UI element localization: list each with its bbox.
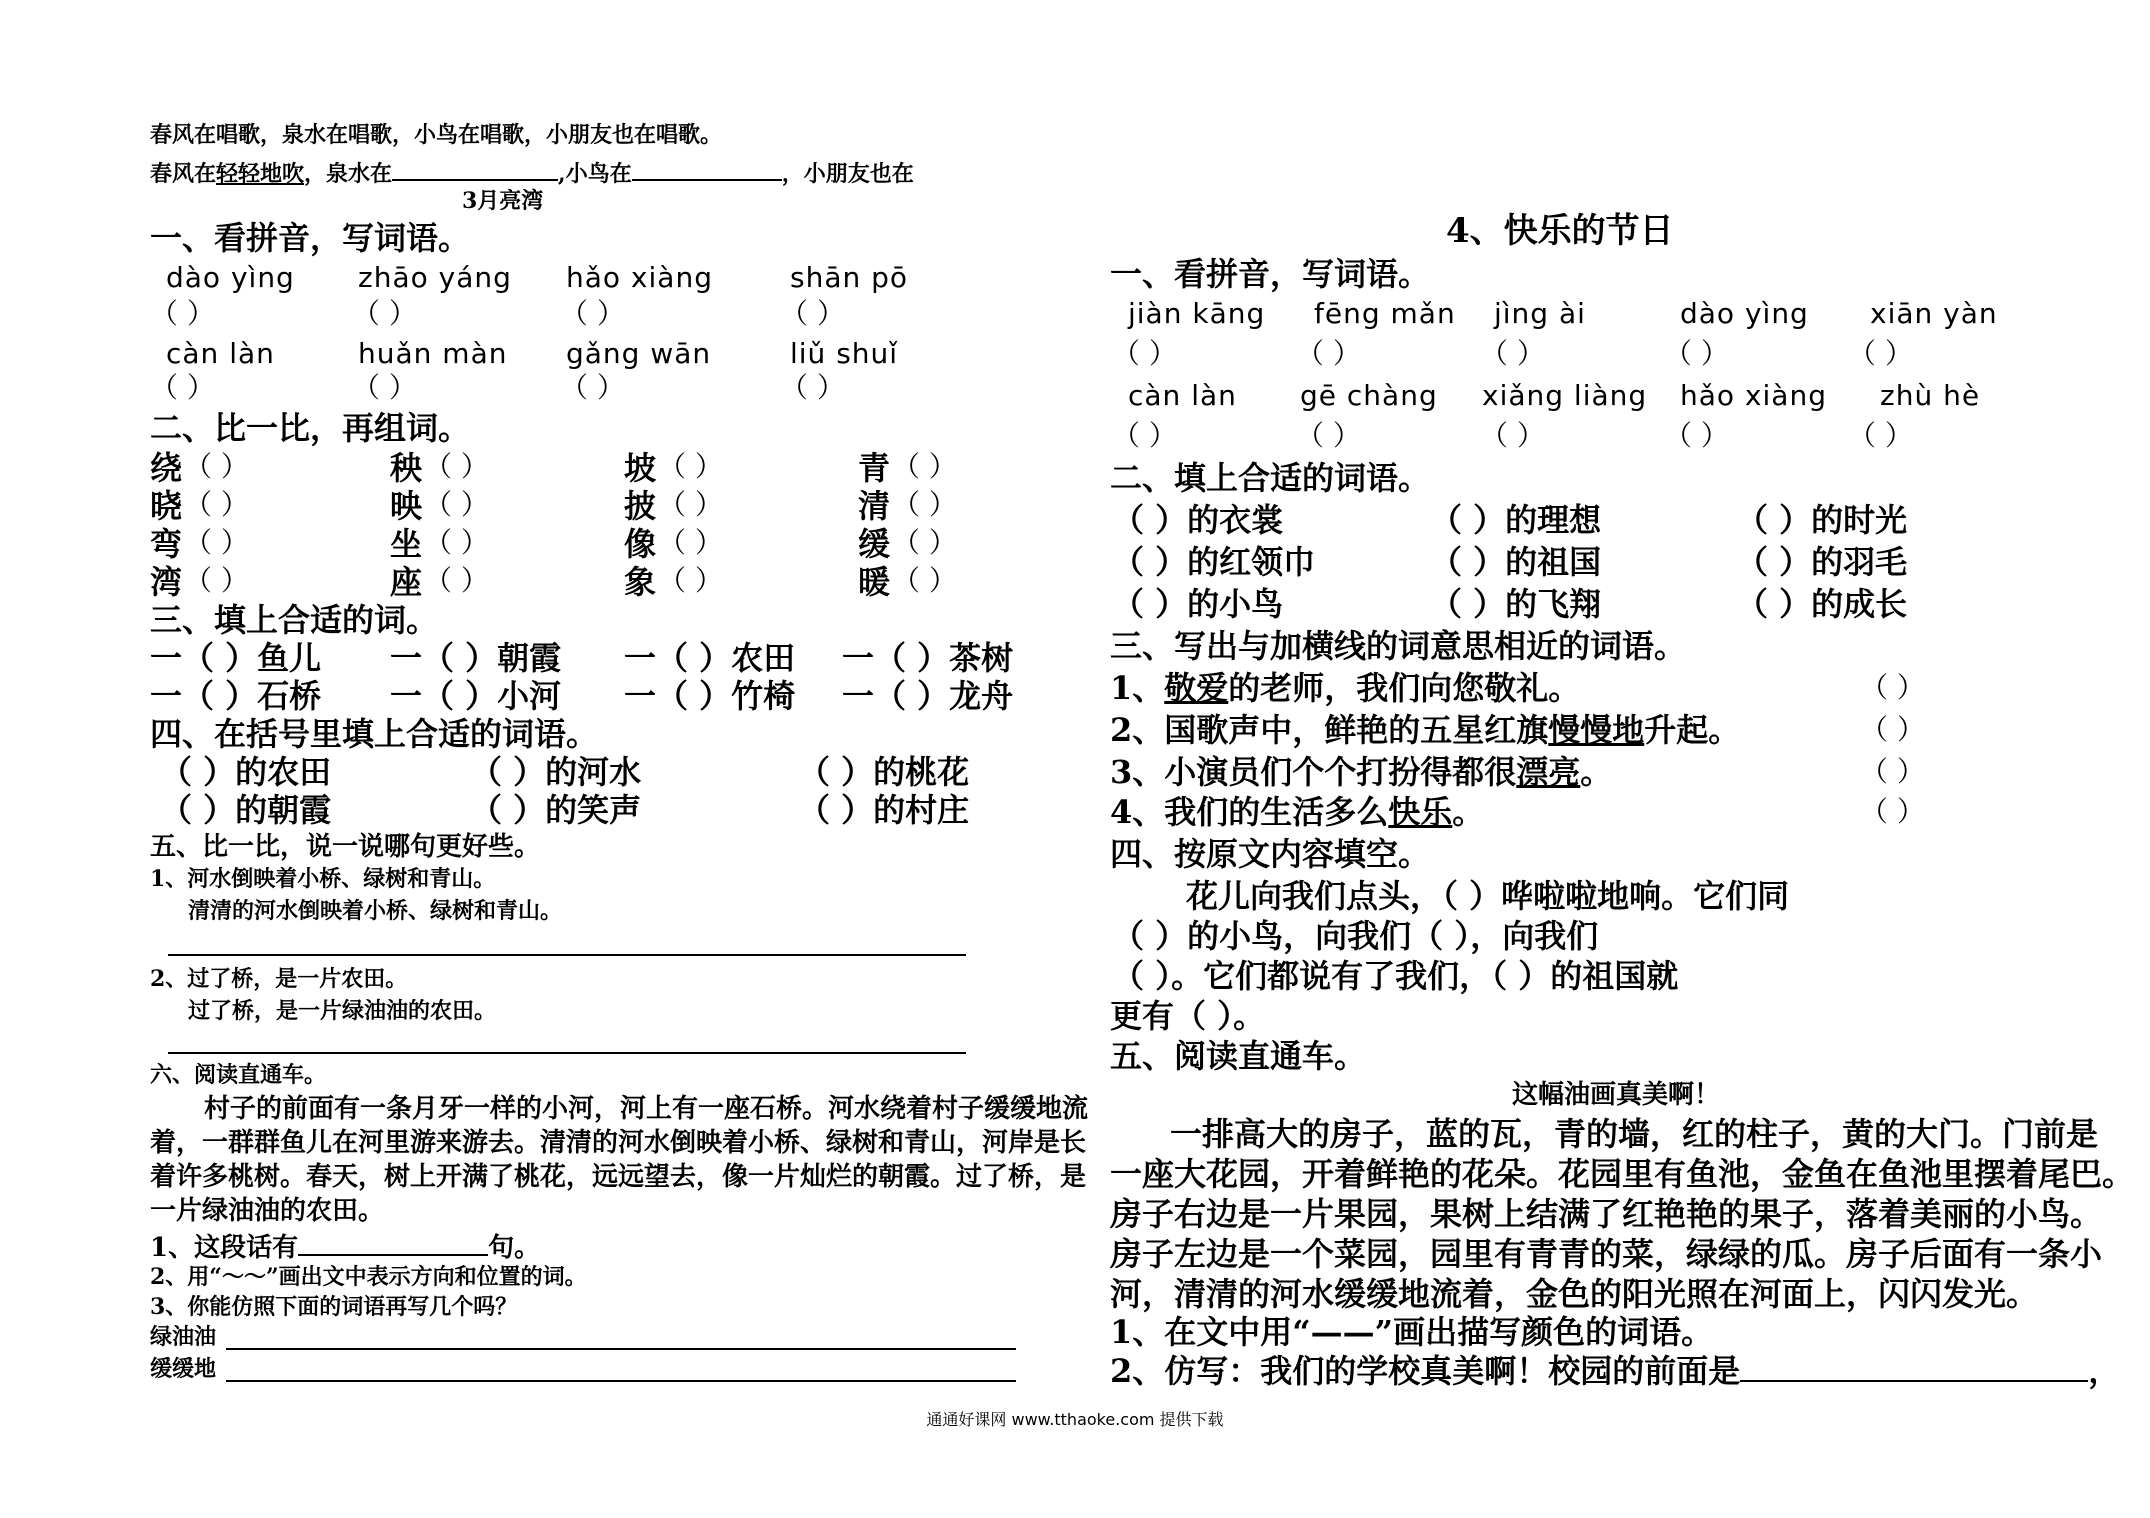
answer-paren[interactable]: （ ）: [1112, 419, 1177, 452]
answer-paren[interactable]: （ ）: [150, 297, 215, 330]
answer-paren[interactable]: （ ）: [184, 526, 249, 559]
answer-paren[interactable]: （ ）: [1480, 337, 1545, 370]
pinyin: càn làn: [1128, 379, 1237, 412]
reading-paragraph-line: 河，清清的河水缓缓地流着，金色的阳光照在河面上，闪闪发光。: [1110, 1275, 2039, 1313]
answer-paren[interactable]: （ ）: [184, 564, 249, 597]
pinyin: fēng mǎn: [1314, 297, 1456, 330]
intro-text: ，泉水在: [304, 161, 393, 187]
fill-text-line[interactable]: （ ）的小鸟，向我们（ ），向我们: [1112, 917, 1599, 955]
compare-char: 湾: [150, 563, 183, 601]
phrase-item[interactable]: （ ）的小鸟: [1112, 585, 1284, 623]
phrase-item[interactable]: （ ）的羽毛: [1736, 543, 1908, 581]
answer-paren[interactable]: （ ）: [560, 297, 625, 330]
answer-paren[interactable]: （ ）: [1296, 337, 1361, 370]
answer-paren[interactable]: （ ）: [150, 371, 215, 404]
lesson-title: 3月亮湾: [462, 188, 544, 214]
answer-paren[interactable]: （ ）: [424, 564, 489, 597]
section-2-title: 二、比一比，再组词。: [150, 409, 471, 447]
fill-text-line[interactable]: （ ）。它们都说有了我们，（ ）的祖国就: [1112, 957, 1679, 995]
answer-paren[interactable]: （ ）: [352, 371, 417, 404]
phrase-item[interactable]: （ ）的祖国: [1430, 543, 1602, 581]
compare-char: 象: [624, 563, 657, 601]
compare-char: 映: [390, 487, 423, 525]
answer-paren[interactable]: （ ）: [1112, 337, 1177, 370]
phrase-item[interactable]: （ ）的河水: [470, 753, 642, 791]
question-text: 2、仿写：我们的学校真美啊！校园的前面是: [1110, 1352, 1741, 1390]
synonym-sentence: [1110, 711, 1741, 749]
pinyin: shān pō: [790, 261, 909, 294]
answer-paren[interactable]: （ ）: [560, 371, 625, 404]
reading-question-2: [1110, 1352, 2121, 1390]
fill-blank[interactable]: [298, 1232, 488, 1256]
sentence-text: 升起。: [1644, 711, 1741, 749]
section-6-title: 六、阅读直通车。: [150, 1062, 327, 1088]
phrase-item[interactable]: （ ）的成长: [1736, 585, 1908, 623]
section-1-title: 一、看拼音，写词语。: [1110, 255, 1431, 293]
reading-paragraph-line: 着，一群群鱼儿在河里游来游去。清清的河水倒映着小桥、绿树和青山，河岸是长: [150, 1128, 1087, 1158]
underlined-word: 快乐: [1388, 793, 1453, 831]
answer-paren[interactable]: （ ）: [352, 297, 417, 330]
footer-credit: 通通好课网 www.tthaoke.com 提供下载: [926, 1410, 1224, 1429]
phrase-item[interactable]: （ ）的红领巾: [1112, 543, 1316, 581]
measure-word-item[interactable]: 一（ ）茶树: [842, 639, 1014, 677]
pinyin: xiǎng liàng: [1482, 379, 1648, 412]
answer-line[interactable]: [168, 954, 966, 956]
section-3-title: 三、写出与加横线的词意思相近的词语。: [1110, 627, 1687, 665]
answer-paren[interactable]: （ ）: [424, 526, 489, 559]
question-text: 1、这段话有: [150, 1233, 299, 1263]
measure-word-item[interactable]: 一（ ）龙舟: [842, 677, 1014, 715]
compare-char: 晓: [150, 487, 183, 525]
measure-word-item[interactable]: 一（ ）竹椅: [624, 677, 796, 715]
compare-char: 座: [390, 563, 423, 601]
pinyin: hǎo xiàng: [1680, 379, 1827, 412]
reading-question-2: 2、用“～～”画出文中表示方向和位置的词。: [150, 1264, 587, 1290]
compare-sentence: 过了桥，是一片绿油油的农田。: [188, 998, 497, 1024]
reading-paragraph-line: 着许多桃树。春天，树上开满了桃花，远远望去，像一片灿烂的朝霞。过了桥，是: [150, 1162, 1087, 1192]
answer-paren[interactable]: （ ）: [184, 450, 249, 483]
example-word: 绿油油: [150, 1324, 217, 1350]
question-text: 句。: [488, 1233, 541, 1263]
answer-paren[interactable]: （ ）: [1296, 419, 1361, 452]
fill-blank[interactable]: [1740, 1354, 2088, 1382]
pinyin: gē chàng: [1300, 379, 1438, 412]
pinyin: liǔ shuǐ: [790, 337, 899, 370]
intro-text: 春风在: [150, 161, 217, 187]
reading-paragraph-line: 一片绿油油的农田。: [150, 1196, 385, 1226]
sentence-text: 。: [1580, 753, 1613, 791]
phrase-item[interactable]: （ ）的村庄: [798, 791, 970, 829]
reading-paragraph-line: 房子左边是一个菜园，园里有青青的菜，绿绿的瓜。房子后面有一条小: [1110, 1235, 2103, 1273]
section-1-title: 一、看拼音，写词语。: [150, 219, 471, 257]
answer-paren[interactable]: （ ）: [658, 450, 723, 483]
pinyin: dào yìng: [1680, 297, 1809, 330]
sentence-text: 1、: [1110, 669, 1165, 707]
reading-paragraph-line: 房子右边是一片果园，果树上结满了红艳艳的果子，落着美丽的小鸟。: [1110, 1195, 2103, 1233]
compare-char: 清: [858, 487, 891, 525]
answer-paren[interactable]: （ ）: [424, 450, 489, 483]
sentence-text: 4、我们的生活多么: [1110, 793, 1389, 831]
pinyin: jìng ài: [1494, 297, 1586, 330]
answer-paren[interactable]: （ ）: [658, 488, 723, 521]
measure-word-item[interactable]: 一（ ）农田: [624, 639, 796, 677]
answer-paren[interactable]: （ ）: [1848, 337, 1913, 370]
pinyin: jiàn kāng: [1128, 297, 1266, 330]
answer-paren[interactable]: （ ）: [1664, 419, 1729, 452]
reading-paragraph-line: 一座大花园，开着鲜艳的花朵。花园里有鱼池，金鱼在鱼池里摆着尾巴。: [1110, 1155, 2135, 1193]
measure-word-item[interactable]: 一（ ）小河: [390, 677, 562, 715]
answer-paren[interactable]: （ ）: [780, 297, 845, 330]
sentence-text: 。: [1452, 793, 1485, 831]
phrase-item[interactable]: （ ）的时光: [1736, 501, 1908, 539]
answer-paren[interactable]: （ ）: [1480, 419, 1545, 452]
answer-paren[interactable]: （ ）: [1860, 795, 1925, 828]
sentence-text: 的老师，我们向您敬礼。: [1228, 669, 1581, 707]
reading-question-3: 3、你能仿照下面的词语再写几个吗？: [150, 1294, 518, 1320]
lesson-title: 4、快乐的节日: [1446, 211, 1674, 251]
answer-paren[interactable]: （ ）: [184, 488, 249, 521]
intro-text: ,小鸟在: [558, 161, 632, 187]
section-4-title: 四、按原文内容填空。: [1110, 835, 1431, 873]
section-5-title: 五、阅读直通车。: [1110, 1037, 1367, 1075]
pinyin: zhù hè: [1880, 379, 1981, 412]
compare-char: 坡: [624, 449, 657, 487]
synonym-sentence: [1110, 669, 1581, 707]
answer-paren[interactable]: （ ）: [892, 526, 957, 559]
answer-paren[interactable]: （ ）: [1848, 419, 1913, 452]
phrase-item[interactable]: （ ）的衣裳: [1112, 501, 1284, 539]
section-5-title: 五、比一比，说一说哪句更好些。: [150, 832, 541, 862]
pinyin: gǎng wān: [566, 337, 712, 370]
question-text: ，: [2088, 1352, 2121, 1390]
phrase-item[interactable]: （ ）的理想: [1430, 501, 1602, 539]
answer-paren[interactable]: （ ）: [892, 488, 957, 521]
pinyin: zhāo yáng: [358, 261, 512, 294]
reading-paragraph-line: 村子的前面有一条月牙一样的小河，河上有一座石桥。河水绕着村子缓缓地流: [204, 1094, 1089, 1124]
fill-blank[interactable]: [392, 157, 558, 181]
intro-line-2: [150, 157, 914, 185]
answer-paren[interactable]: （ ）: [892, 450, 957, 483]
compare-char: 暖: [858, 563, 891, 601]
sentence-text: 3、小演员们个个打扮得都很: [1110, 753, 1517, 791]
section-4-title: 四、在括号里填上合适的词语。: [150, 715, 599, 753]
section-2-title: 二、填上合适的词语。: [1110, 459, 1431, 497]
answer-line[interactable]: [226, 1380, 1016, 1382]
fill-blank[interactable]: [632, 157, 782, 181]
compare-char: 绕: [150, 449, 183, 487]
measure-word-item[interactable]: 一（ ）鱼儿: [150, 639, 322, 677]
compare-char: 披: [624, 487, 657, 525]
phrase-item[interactable]: （ ）的桃花: [798, 753, 970, 791]
answer-line[interactable]: [168, 1052, 966, 1054]
pinyin: càn làn: [166, 337, 275, 370]
compare-sentence: 2、过了桥，是一片农田。: [150, 966, 408, 992]
underlined-word: 敬爱: [1164, 669, 1229, 707]
answer-paren[interactable]: （ ）: [1860, 755, 1925, 788]
reading-heading: 这幅油画真美啊！: [1512, 1080, 1721, 1110]
underlined-phrase: 轻轻地吹: [216, 161, 305, 187]
phrase-item[interactable]: （ ）的朝霞: [160, 791, 332, 829]
pinyin: hǎo xiàng: [566, 261, 713, 294]
pinyin: xiān yàn: [1870, 297, 1998, 330]
answer-paren[interactable]: （ ）: [1664, 337, 1729, 370]
answer-paren[interactable]: （ ）: [1860, 713, 1925, 746]
fill-text-line[interactable]: 花儿向我们点头，（ ）哗啦啦地响。它们同: [1186, 877, 1790, 915]
compare-char: 弯: [150, 525, 183, 563]
compare-char: 青: [858, 449, 891, 487]
answer-paren[interactable]: （ ）: [892, 564, 957, 597]
answer-paren[interactable]: （ ）: [1860, 671, 1925, 704]
fill-text-line[interactable]: 更有（ ）。: [1110, 997, 1266, 1035]
intro-text: ，小朋友也在: [781, 161, 914, 187]
synonym-sentence: [1110, 793, 1485, 831]
pinyin: huǎn màn: [358, 337, 508, 370]
compare-sentence: 1、河水倒映着小桥、绿树和青山。: [150, 866, 496, 892]
synonym-sentence: [1110, 753, 1613, 791]
answer-paren[interactable]: （ ）: [658, 564, 723, 597]
example-word: 缓缓地: [150, 1356, 217, 1382]
phrase-item[interactable]: （ ）的农田: [160, 753, 332, 791]
pinyin: dào yìng: [166, 261, 295, 294]
intro-line-1: 春风在唱歌，泉水在唱歌，小鸟在唱歌，小朋友也在唱歌。: [150, 122, 723, 148]
answer-paren[interactable]: （ ）: [658, 526, 723, 559]
phrase-item[interactable]: （ ）的笑声: [470, 791, 642, 829]
measure-word-item[interactable]: 一（ ）朝霞: [390, 639, 562, 677]
section-3-title: 三、填上合适的词。: [150, 601, 439, 639]
reading-question-1: [150, 1232, 540, 1261]
answer-paren[interactable]: （ ）: [780, 371, 845, 404]
phrase-item[interactable]: （ ）的飞翔: [1430, 585, 1602, 623]
answer-line[interactable]: [226, 1348, 1016, 1350]
answer-paren[interactable]: （ ）: [424, 488, 489, 521]
measure-word-item[interactable]: 一（ ）石桥: [150, 677, 322, 715]
underlined-word: 慢慢地: [1548, 711, 1645, 749]
compare-char: 缓: [858, 525, 891, 563]
compare-char: 秧: [390, 449, 423, 487]
underlined-word: 漂亮: [1516, 753, 1581, 791]
compare-char: 坐: [390, 525, 423, 563]
reading-paragraph-line: 一排高大的房子，蓝的瓦，青的墙，红的柱子，黄的大门。门前是: [1170, 1115, 2099, 1153]
compare-sentence: 清清的河水倒映着小桥、绿树和青山。: [188, 898, 563, 924]
sentence-text: 2、国歌声中，鲜艳的五星红旗: [1110, 711, 1549, 749]
reading-question-1: 1、在文中用“——”画出描写颜色的词语。: [1110, 1313, 1714, 1351]
compare-char: 像: [624, 525, 657, 563]
